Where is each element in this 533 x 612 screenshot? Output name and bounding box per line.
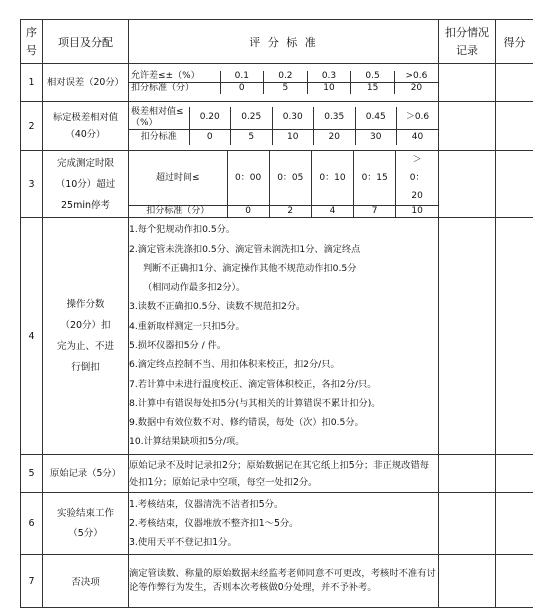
- criteria-subtable: [129, 71, 438, 94]
- row-item: 完成测定时限（10分）超过25min停考: [43, 151, 129, 218]
- sub-label: 极差相对值≤（%）: [129, 107, 189, 130]
- table-row: [21, 64, 533, 102]
- sub-cell: 0.35: [314, 107, 356, 130]
- sub-cell: 0.25: [231, 107, 273, 130]
- criteria-text: 滴定管读数、称量的原始数据未经监考老师同意不可更改，考核时不准有讨论等作弊行为发生，否则本次考核做0分处理，并不予补考。: [129, 555, 439, 608]
- sub-cell: >0.6: [394, 71, 438, 83]
- scoring-table: [20, 19, 533, 608]
- row-number: 3: [21, 151, 43, 218]
- table-row: [21, 102, 533, 151]
- header-score: 得分: [496, 20, 533, 64]
- sub-cell: 20: [394, 83, 438, 95]
- score-cell[interactable]: [496, 102, 533, 151]
- score-cell[interactable]: [496, 493, 533, 555]
- row-item: 标定极差相对值（40分）: [43, 102, 129, 151]
- deduction-cell[interactable]: [439, 64, 496, 102]
- table-row: [21, 218, 533, 455]
- criteria-subtable-cell: [129, 151, 439, 218]
- criteria-subtable-cell: [129, 102, 439, 151]
- list-item: 10.计算结果缺项扣5分/项。: [129, 436, 245, 448]
- sub-cell: 0.45: [355, 107, 397, 130]
- list-item: 2.考核结束，仪器堆放不整齐扣1～5分。: [129, 518, 299, 529]
- deduction-cell[interactable]: [439, 102, 496, 151]
- sub-cell: 0: [227, 206, 269, 218]
- sub-cell: 0: [220, 83, 264, 95]
- score-cell[interactable]: [496, 455, 533, 493]
- list-item: （相同动作最多扣2分）。: [143, 282, 246, 294]
- list-item: 3.读数不正确扣0.5分、读数不规范扣2分。: [129, 301, 306, 313]
- table-row: [21, 493, 533, 555]
- list-item: 判断不正确扣1分、滴定操作其他不规范动作扣0.5分: [143, 262, 357, 274]
- deduction-cell[interactable]: [439, 555, 496, 608]
- sub-cell: 10: [272, 129, 314, 145]
- row-number: 6: [21, 493, 43, 555]
- sub-cell: 0：05: [269, 151, 311, 206]
- score-cell[interactable]: [496, 555, 533, 608]
- sub-cell: 40: [397, 129, 439, 145]
- header-item: 项目及分配: [43, 20, 129, 64]
- sub-label: 允许差≤±（%）: [129, 71, 220, 83]
- sub-cell: 0.2: [264, 71, 308, 83]
- sub-cell: 15: [351, 83, 395, 95]
- sub-cell: 0.5: [351, 71, 395, 83]
- list-item: 5.损坏仪器扣5分 / 件。: [129, 340, 227, 351]
- sub-cell: 0：15: [354, 151, 396, 206]
- row-item: 操作分数（20分）扣完为止、不进行倒扣: [43, 218, 129, 455]
- row-number: 1: [21, 64, 43, 102]
- sub-cell: 20: [314, 129, 356, 145]
- header-no: 序号: [21, 20, 43, 64]
- row-number: 7: [21, 555, 43, 608]
- sub-cell: 30: [355, 129, 397, 145]
- sub-cell: 0.1: [220, 71, 264, 83]
- criteria-subtable: [129, 151, 438, 217]
- sub-cell: ＞0：20: [396, 151, 438, 206]
- sub-label: 扣分标准（分）: [129, 206, 227, 218]
- sub-cell: 0：10: [311, 151, 353, 206]
- list-item: 4.重新取样测定一只扣5分。: [129, 320, 245, 332]
- sub-cell: 0.20: [189, 107, 231, 130]
- header-deduction: 扣分情况记录: [439, 20, 496, 64]
- row-number: 2: [21, 102, 43, 151]
- sub-cell: 5: [231, 129, 273, 145]
- sub-cell: 5: [264, 83, 308, 95]
- list-item: 8.计算中有错误每处扣5分(与其相关的计算错误不累计扣分)。: [129, 397, 381, 409]
- criteria-text: 原始记录不及时记录扣2分；原始数据记在其它纸上扣5分；非正规改错每处扣1分；原始记录中空项，每空一处扣2分。: [129, 455, 439, 493]
- list-item: 9.数据中有效位数不对、修约错误，每处（次）扣0.5分。: [129, 417, 364, 429]
- table-row: [21, 151, 533, 218]
- criteria-list: [129, 218, 439, 455]
- sub-label: 超过时间≤: [129, 151, 227, 206]
- table-row: [21, 555, 533, 608]
- list-item: 3.使用天平不登记扣1分。: [129, 537, 237, 548]
- header-row: [21, 20, 533, 64]
- sub-cell: 0: [189, 129, 231, 145]
- deduction-cell[interactable]: [439, 151, 496, 218]
- score-cell[interactable]: [496, 151, 533, 218]
- deduction-cell[interactable]: [439, 493, 496, 555]
- row-item: 原始记录（5分）: [43, 455, 129, 493]
- header-criteria: 评 分 标 准: [129, 20, 439, 64]
- sub-cell: 0.3: [307, 71, 351, 83]
- table-row: [21, 455, 533, 493]
- sub-cell: 4: [311, 206, 353, 218]
- list-item: 1.每个犯规动作扣0.5分。: [129, 224, 236, 236]
- sub-label: 扣分标准（分）: [129, 83, 220, 95]
- sub-cell: 10: [307, 83, 351, 95]
- criteria-list: [129, 493, 439, 555]
- criteria-subtable: [129, 107, 438, 146]
- score-cell[interactable]: [496, 64, 533, 102]
- row-number: 4: [21, 218, 43, 455]
- sub-cell: 2: [269, 206, 311, 218]
- list-item: 1.考核结束，仪器清洗不洁者扣5分。: [129, 499, 284, 510]
- list-item: 6.滴定终点控制不当、用扣体积来校正，扣2分/只。: [129, 359, 340, 371]
- list-item: 7.若计算中未进行温度校正、滴定管体积校正，各扣2分/只。: [129, 378, 377, 390]
- criteria-subtable-cell: [129, 64, 439, 102]
- sub-cell: 7: [354, 206, 396, 218]
- sub-cell: 0：00: [227, 151, 269, 206]
- score-cell[interactable]: [496, 218, 533, 455]
- sub-label: 扣分标准: [129, 129, 189, 145]
- sub-cell: ＞0.6: [397, 107, 439, 130]
- sub-cell: 10: [396, 206, 438, 218]
- row-item: 相对误差（20分）: [43, 64, 129, 102]
- list-item: 2.滴定管未洗涤扣0.5分、滴定管未润洗扣1分、滴定终点: [129, 243, 361, 255]
- row-number: 5: [21, 455, 43, 493]
- sub-cell: 0.30: [272, 107, 314, 130]
- deduction-cell[interactable]: [439, 455, 496, 493]
- deduction-cell[interactable]: [439, 218, 496, 455]
- row-item: 否决项: [43, 555, 129, 608]
- row-item: 实验结束工作（5分）: [43, 493, 129, 555]
